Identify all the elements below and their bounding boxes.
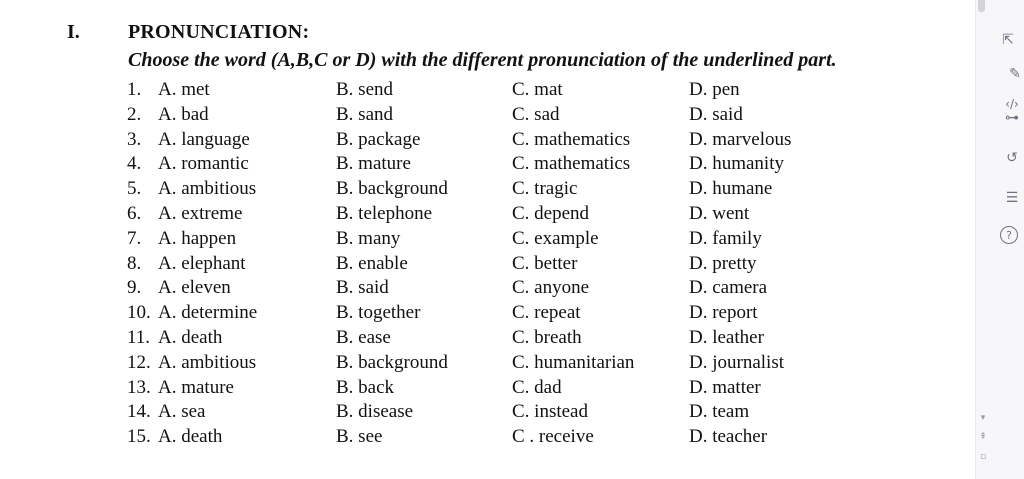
option-b: B. ease: [336, 326, 391, 348]
option-d: D. marvelous: [689, 128, 792, 150]
edit-icon[interactable]: ✎: [1009, 66, 1021, 82]
option-b: B. background: [336, 351, 448, 373]
option-b: B. together: [336, 302, 421, 324]
option-c: C. instead: [512, 401, 588, 423]
question-label: 5.: [127, 178, 142, 200]
option-c: C. depend: [512, 202, 590, 224]
question-label: 4.: [127, 153, 142, 175]
section-number: I.: [67, 21, 80, 43]
option-d: D. report: [689, 302, 758, 324]
option-b: B. enable: [336, 252, 408, 274]
question-label: 1.: [127, 79, 142, 100]
option-a: A. happen: [158, 227, 237, 249]
question-label: 6.: [127, 202, 142, 224]
option-b: B. sand: [336, 103, 393, 125]
option-b: B. many: [336, 227, 401, 249]
option-b: B. mature: [336, 153, 411, 175]
list-icon[interactable]: ☰: [1005, 190, 1019, 206]
option-b: B. see: [336, 426, 383, 448]
option-d: D. humane: [689, 178, 773, 200]
option-b: B. said: [336, 277, 389, 299]
option-c: C. breath: [512, 326, 582, 348]
history-icon[interactable]: ↺: [1006, 150, 1018, 166]
cursor-icon[interactable]: ⇱: [1002, 32, 1014, 48]
help-icon[interactable]: ?: [1000, 226, 1018, 244]
option-b: B. send: [336, 79, 393, 100]
option-c: C. dad: [512, 376, 562, 398]
option-a: A. ambitious: [158, 178, 257, 200]
question-label: 14.: [127, 401, 151, 423]
option-a: A. determine: [158, 302, 258, 324]
option-c: C . receive: [512, 426, 594, 448]
option-d: D. teacher: [689, 426, 768, 448]
option-c: C. example: [512, 227, 599, 249]
option-a: A. extreme: [158, 202, 243, 224]
option-d: D. family: [689, 227, 762, 249]
option-c: C. humanitarian: [512, 351, 635, 373]
option-a: A. mature: [158, 376, 234, 398]
page-box-icon[interactable]: ▫: [979, 452, 987, 462]
scroll-up-icon[interactable]: ▾: [980, 413, 986, 423]
page-step-icon[interactable]: ⇞: [979, 432, 987, 442]
option-b: B. disease: [336, 401, 414, 423]
question-label: 9.: [127, 277, 142, 299]
question-label: 11.: [127, 326, 151, 348]
option-c: C. mathematics: [512, 153, 631, 175]
option-c: C. better: [512, 252, 578, 274]
option-a: A. death: [158, 426, 223, 448]
option-c: C. tragic: [512, 178, 578, 200]
code-icon[interactable]: ‹/›: [1005, 97, 1019, 111]
question-label: 2.: [127, 103, 142, 125]
question-label: 7.: [127, 227, 142, 249]
option-a: A. elephant: [158, 252, 246, 274]
option-b: B. package: [336, 128, 421, 150]
instruction-text: Choose the word (A,B,C or D) with the different pronunciation of the underlined part.: [128, 49, 837, 71]
section-title: PRONUNCIATION:: [128, 21, 310, 43]
option-c: C. sad: [512, 103, 560, 125]
option-a: A. sea: [158, 401, 206, 423]
option-c: C. repeat: [512, 302, 581, 324]
option-c: C. mathematics: [512, 128, 631, 150]
question-label: 12.: [127, 351, 151, 373]
toolbar-handle[interactable]: [978, 0, 985, 12]
question-label: 13.: [127, 376, 151, 398]
option-a: A. ambitious: [158, 351, 257, 373]
option-d: D. pretty: [689, 252, 757, 274]
option-a: A. met: [158, 79, 210, 100]
option-c: C. anyone: [512, 277, 590, 299]
option-c: C. mat: [512, 79, 563, 100]
option-d: D. matter: [689, 376, 761, 398]
option-b: B. telephone: [336, 202, 433, 224]
option-d: D. went: [689, 202, 750, 224]
option-d: D. team: [689, 401, 750, 423]
option-d: D. pen: [689, 79, 740, 100]
sliders-icon[interactable]: ⊶: [1005, 110, 1019, 126]
option-d: D. leather: [689, 326, 764, 348]
question-label: 3.: [127, 128, 142, 150]
option-a: A. eleven: [158, 277, 231, 299]
option-b: B. background: [336, 178, 448, 200]
question-label: 15.: [127, 426, 151, 448]
option-d: D. camera: [689, 277, 768, 299]
option-a: A. language: [158, 128, 250, 150]
option-d: D. journalist: [689, 351, 784, 373]
option-d: D. said: [689, 103, 743, 125]
option-d: D. humanity: [689, 153, 784, 175]
question-label: 10.: [127, 302, 151, 324]
option-a: A. romantic: [158, 153, 249, 175]
question-label: 8.: [127, 252, 142, 274]
option-b: B. back: [336, 376, 395, 398]
option-a: A. bad: [158, 103, 209, 125]
option-a: A. death: [158, 326, 223, 348]
